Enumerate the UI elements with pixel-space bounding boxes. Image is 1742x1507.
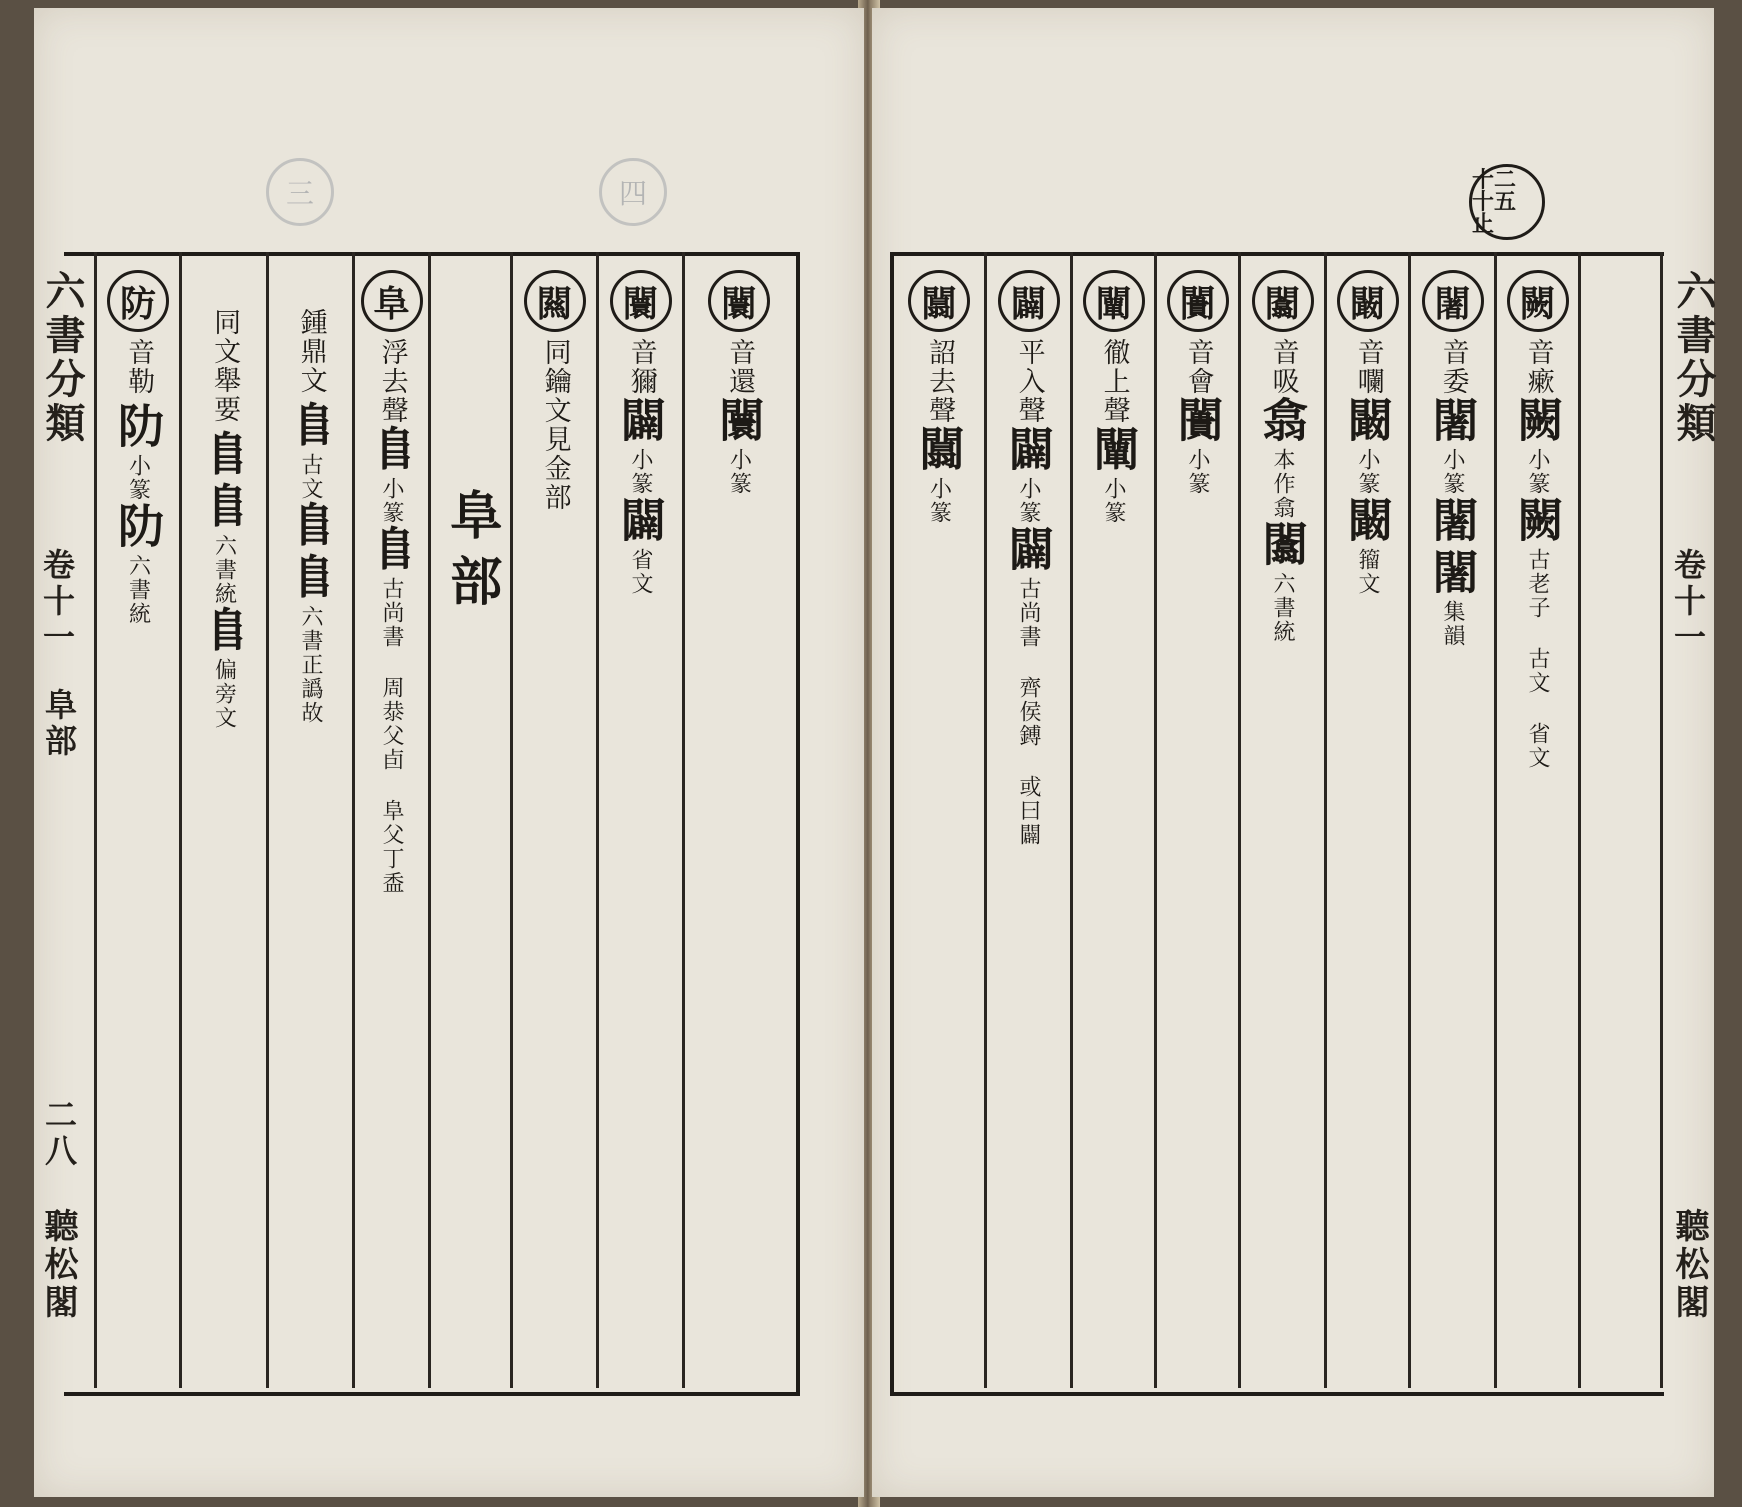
seal-form: 闟 bbox=[1255, 520, 1310, 572]
left-page bbox=[34, 8, 864, 1497]
right-edge-volume: 卷十一 bbox=[1669, 548, 1707, 656]
seal-gloss: 古尚書 齊侯鎛 或曰闢 bbox=[1016, 577, 1042, 847]
entry-column bbox=[599, 260, 682, 596]
ghost-stamp-3: 三 bbox=[266, 158, 334, 226]
seal-form: 闒 bbox=[912, 425, 966, 477]
section-heading: 阜部 bbox=[440, 488, 502, 620]
entry-column bbox=[1497, 260, 1578, 770]
seal-form: 闤 bbox=[712, 396, 766, 448]
col-divider bbox=[1578, 252, 1581, 1388]
seal-gloss: 小篆 bbox=[1355, 448, 1381, 496]
entry-head-char: 闢 bbox=[998, 270, 1060, 332]
left-edge-title: 六書分類 bbox=[39, 270, 86, 446]
seal-form: 𨸏 bbox=[364, 525, 419, 577]
seal-gloss: 小篆 bbox=[628, 448, 654, 496]
left-edge-hall: 聽松閣 bbox=[38, 1208, 78, 1322]
source-note: 同文舉要 bbox=[209, 308, 241, 424]
seal-form: 阞 bbox=[111, 502, 165, 554]
left-edge-folio: 二八 bbox=[40, 1098, 78, 1170]
col-divider bbox=[1660, 252, 1663, 1388]
seal-gloss: 小篆 bbox=[1525, 448, 1551, 496]
seal-gloss: 小篆 bbox=[125, 454, 151, 502]
entry-pronunciation: 平入聲 bbox=[1013, 338, 1045, 425]
entry-column bbox=[1327, 260, 1408, 596]
entry-head-char: 闡 bbox=[1083, 270, 1145, 332]
seal-gloss: 古文 bbox=[298, 453, 324, 501]
seal-form: 闞 bbox=[1340, 396, 1395, 448]
entry-pronunciation: 音委 bbox=[1437, 338, 1469, 396]
entry-head-char: 阜 bbox=[361, 270, 423, 332]
right-edge-hall: 聽松閣 bbox=[1669, 1208, 1709, 1322]
entry-head-char: 闗 bbox=[524, 270, 586, 332]
seal-gloss: 小篆 bbox=[926, 477, 952, 525]
entry-head-char: 闠 bbox=[1167, 270, 1229, 332]
seal-gloss: 六書統 bbox=[1270, 572, 1296, 644]
seal-gloss: 小篆 bbox=[1016, 477, 1042, 525]
entry-head-char: 闞 bbox=[1337, 270, 1399, 332]
left-edge-volume: 卷十一 bbox=[38, 548, 76, 656]
seal-gloss: 小篆 bbox=[1185, 448, 1211, 496]
entry-column bbox=[97, 260, 179, 626]
seal-form: 闍闍 bbox=[1425, 496, 1480, 600]
entry-column bbox=[1241, 260, 1324, 644]
entry-pronunciation: 音還 bbox=[724, 338, 756, 396]
seal-form: 闞 bbox=[1340, 496, 1395, 548]
entry-pronunciation: 音瘶 bbox=[1522, 338, 1554, 396]
seal-form: 闡 bbox=[1086, 425, 1141, 477]
source-note: 鍾鼎文 bbox=[295, 308, 327, 395]
section-heading-column bbox=[431, 488, 510, 620]
seal-gloss: 六書統 bbox=[211, 534, 237, 606]
entry-head-char: 闕 bbox=[1507, 270, 1569, 332]
col-divider bbox=[428, 252, 431, 1388]
seal-form: 闢 bbox=[1001, 425, 1056, 477]
right-page bbox=[872, 8, 1717, 1497]
entry-pronunciation: 同鑰 bbox=[539, 338, 571, 396]
ghost-stamp-4: 四 bbox=[599, 158, 667, 226]
left-edge-section: 阜部 bbox=[40, 688, 78, 760]
entry-head-char: 闤 bbox=[610, 270, 672, 332]
entry-head-char: 闟 bbox=[1252, 270, 1314, 332]
seal-gloss: 六書正譌故 bbox=[298, 605, 324, 725]
entry-column bbox=[182, 308, 266, 730]
seal-form: 闕 bbox=[1510, 396, 1565, 448]
seal-form: 翕 bbox=[1255, 396, 1310, 448]
seal-form: 阞 bbox=[111, 402, 165, 454]
entry-column bbox=[355, 260, 428, 895]
entry-pronunciation: 徹上聲 bbox=[1098, 338, 1130, 425]
seal-gloss: 六書統 bbox=[125, 554, 151, 626]
seal-form: 闢 bbox=[613, 396, 668, 448]
seal-form: 𨸏𨸏 bbox=[283, 501, 338, 605]
seal-form: 闢 bbox=[1001, 525, 1056, 577]
entry-head-char: 闤 bbox=[708, 270, 770, 332]
seal-gloss: 小篆 bbox=[1101, 477, 1127, 525]
seal-gloss: 古老子 古文 省文 bbox=[1525, 548, 1551, 770]
seal-gloss: 小篆 bbox=[1440, 448, 1466, 496]
entry-column bbox=[1411, 260, 1494, 648]
entry-pronunciation: 音獮 bbox=[625, 338, 657, 396]
seal-gloss: 小篆 bbox=[379, 477, 405, 525]
entry-pronunciation: 音㘓 bbox=[1352, 338, 1384, 396]
entry-column bbox=[269, 308, 352, 725]
seal-gloss: 省文 bbox=[628, 548, 654, 596]
seal-form: 𨸏 bbox=[283, 401, 338, 453]
seal-form: 𨸏 bbox=[197, 606, 251, 658]
folio-stamp: 十二 十五 止 bbox=[1469, 164, 1545, 240]
entry-column bbox=[685, 260, 793, 496]
entry-pronunciation: 詔去聲 bbox=[924, 338, 956, 425]
seal-gloss: 古尚書 周㳟父卣 阜父丁盉 bbox=[379, 577, 405, 895]
seal-gloss: 小篆 bbox=[726, 448, 752, 496]
entry-column bbox=[894, 260, 984, 525]
seal-form: 闕 bbox=[1510, 496, 1565, 548]
seal-form: 闍 bbox=[1425, 396, 1480, 448]
entry-head-char: 闒 bbox=[908, 270, 970, 332]
seal-gloss: 本作翕 bbox=[1270, 448, 1296, 520]
seal-form: 闢 bbox=[613, 496, 668, 548]
entry-column bbox=[987, 260, 1070, 847]
entry-column bbox=[513, 260, 596, 512]
entry-head-char: 防 bbox=[107, 270, 169, 332]
seal-gloss: 集韻 bbox=[1440, 600, 1466, 648]
entry-head-char: 闍 bbox=[1422, 270, 1484, 332]
seal-gloss: 籀文 bbox=[1355, 548, 1381, 596]
seal-gloss: 偏旁文 bbox=[211, 658, 237, 730]
right-edge-title: 六書分類 bbox=[1670, 270, 1717, 446]
entry-pronunciation: 音會 bbox=[1182, 338, 1214, 396]
entry-column bbox=[1073, 260, 1154, 525]
seal-form: 闠 bbox=[1170, 396, 1225, 448]
seal-form: 𨸏 bbox=[364, 425, 419, 477]
entry-pronunciation: 音吸 bbox=[1267, 338, 1299, 396]
entry-pronunciation: 浮去聲 bbox=[376, 338, 408, 425]
entry-pronunciation: 音勒 bbox=[123, 338, 155, 396]
seal-form: 𨸏𨸏 bbox=[197, 430, 251, 534]
entry-column bbox=[1157, 260, 1238, 496]
cross-reference: 文見金部 bbox=[539, 396, 571, 512]
